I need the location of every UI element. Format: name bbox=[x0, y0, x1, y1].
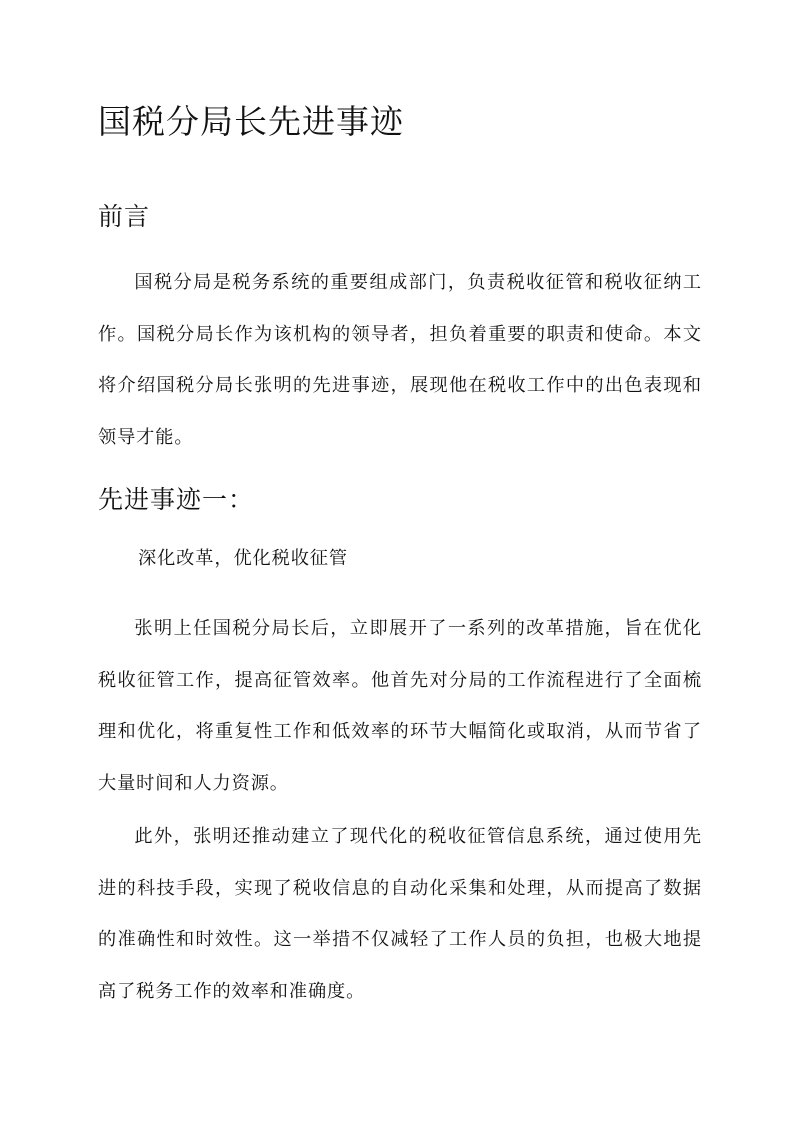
preface-paragraph: 国税分局是税务系统的重要组成部门，负责税收征管和税收征纳工作。国税分局长作为该机构的领导者，担负着重要的职责和使命。本文将介绍国税分局长张明的先进事迹，展现他在税收工作中的出色表现和领导才能。 bbox=[98, 272, 702, 448]
section-subheading: 深化改革，优化税收征管 bbox=[138, 548, 348, 569]
deed-one-paragraph-1: 张明上任国税分局长后，立即展开了一系列的改革措施，旨在优化税收征管工作，提高征管效率。他首先对分局的工作流程进行了全面梳理和优化，将重复性工作和低效率的环节大幅简化或取消，从而节省了大量时间和人力资源。 bbox=[98, 618, 702, 794]
section-heading-deed-one: 先进事迹一： bbox=[98, 485, 255, 514]
deed-one-paragraph-2: 此外，张明还推动建立了现代化的税收征管信息系统，通过使用先进的科技手段，实现了税收信息的自动化采集和处理，从而提高了数据的准确性和时效性。这一举措不仅减轻了工作人员的负担，也极大地提高了税务工作的效率和准确度。 bbox=[98, 826, 702, 1002]
section-heading-preface: 前言 bbox=[98, 202, 151, 231]
document-title: 国税分局长先进事迹 bbox=[98, 102, 404, 141]
